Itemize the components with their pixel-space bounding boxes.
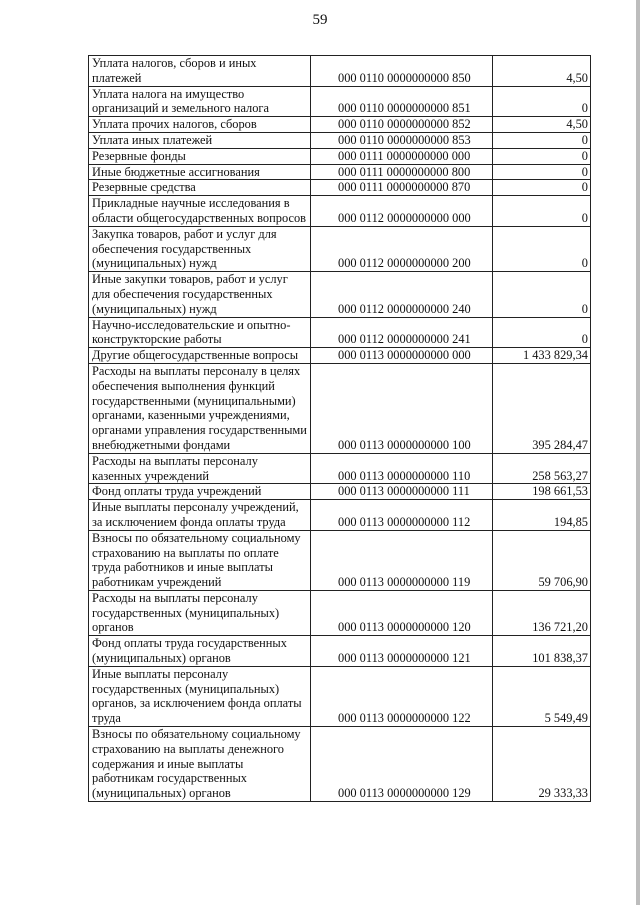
table-row [89,132,591,148]
expense-name: Иные выплаты персоналу учреждений, за исключением фонда оплаты труда [89,500,311,531]
budget-code: 000 0113 0000000000 120 [311,590,493,635]
table-row [89,226,591,271]
budget-code: 000 0110 0000000000 851 [311,86,493,117]
budget-code: 000 0113 0000000000 122 [311,666,493,726]
table-row [89,272,591,317]
budget-code: 000 0112 0000000000 240 [311,272,493,317]
budget-code: 000 0111 0000000000 000 [311,148,493,164]
expense-name: Иные бюджетные ассигнования [89,164,311,180]
table-row [89,180,591,196]
budget-code: 000 0111 0000000000 870 [311,180,493,196]
amount: 101 838,37 [493,636,591,667]
amount: 0 [493,164,591,180]
table-row [89,117,591,133]
expense-name: Уплата прочих налогов, сборов [89,117,311,133]
expense-name: Научно-исследовательские и опытно-конструкторские работы [89,317,311,348]
table-row [89,500,591,531]
table-row [89,348,591,364]
table-row [89,56,591,87]
table-row [89,484,591,500]
budget-code: 000 0110 0000000000 852 [311,117,493,133]
amount: 4,50 [493,117,591,133]
budget-code: 000 0113 0000000000 111 [311,484,493,500]
amount: 1 433 829,34 [493,348,591,364]
budget-code: 000 0110 0000000000 853 [311,132,493,148]
amount: 198 661,53 [493,484,591,500]
budget-table [88,55,591,802]
expense-name: Закупка товаров, работ и услуг для обеспечения государственных (муниципальных) нужд [89,226,311,271]
budget-code: 000 0113 0000000000 110 [311,453,493,484]
budget-code: 000 0111 0000000000 800 [311,164,493,180]
table-row [89,453,591,484]
expense-name: Фонд оплаты труда государственных (муниципальных) органов [89,636,311,667]
budget-code: 000 0110 0000000000 850 [311,56,493,87]
table-row [89,590,591,635]
amount: 0 [493,317,591,348]
expense-name: Расходы на выплаты персоналу в целях обеспечения выполнения функций государственными (муниципальными) органами, казенными учреждениями, органами управления государственными внебюджетными фондами [89,363,311,453]
table-row [89,636,591,667]
table-row [89,164,591,180]
expense-name: Расходы на выплаты персоналу государственных (муниципальных) органов [89,590,311,635]
expense-name: Иные закупки товаров, работ и услуг для обеспечения государственных (муниципальных) нужд [89,272,311,317]
expense-name: Другие общегосударственные вопросы [89,348,311,364]
amount: 0 [493,226,591,271]
amount: 29 333,33 [493,727,591,802]
expense-name: Прикладные научные исследования в области общегосударственных вопросов [89,196,311,227]
expense-name: Резервные фонды [89,148,311,164]
expense-name: Иные выплаты персоналу государственных (муниципальных) органов, за исключением фонда оплаты труда [89,666,311,726]
budget-code: 000 0112 0000000000 241 [311,317,493,348]
table-row [89,148,591,164]
expense-name: Уплата иных платежей [89,132,311,148]
amount: 136 721,20 [493,590,591,635]
table-row [89,530,591,590]
budget-code: 000 0113 0000000000 129 [311,727,493,802]
expense-name: Уплата налога на имущество организаций и земельного налога [89,86,311,117]
page-number: 59 [312,12,328,28]
table-row [89,196,591,227]
amount: 59 706,90 [493,530,591,590]
amount: 0 [493,86,591,117]
expense-name: Взносы по обязательному социальному страхованию на выплаты по оплате труда работников и иные выплаты работникам учреждений [89,530,311,590]
budget-code: 000 0113 0000000000 112 [311,500,493,531]
table-row [89,727,591,802]
amount: 0 [493,180,591,196]
budget-code: 000 0113 0000000000 119 [311,530,493,590]
expense-name: Расходы на выплаты персоналу казенных учреждений [89,453,311,484]
budget-code: 000 0113 0000000000 000 [311,348,493,364]
budget-code: 000 0112 0000000000 200 [311,226,493,271]
table-row [89,666,591,726]
amount: 0 [493,272,591,317]
amount: 194,85 [493,500,591,531]
expense-name: Взносы по обязательному социальному страхованию на выплаты денежного содержания и иные выплаты работникам государственных (муниципальных) органов [89,727,311,802]
amount: 0 [493,132,591,148]
table-row [89,86,591,117]
table-row [89,363,591,453]
page-edge-shadow [636,0,640,905]
table-row [89,317,591,348]
amount: 4,50 [493,56,591,87]
expense-name: Уплата налогов, сборов и иных платежей [89,56,311,87]
budget-code: 000 0112 0000000000 000 [311,196,493,227]
amount: 0 [493,196,591,227]
amount: 5 549,49 [493,666,591,726]
expense-name: Резервные средства [89,180,311,196]
amount: 258 563,27 [493,453,591,484]
amount: 0 [493,148,591,164]
budget-code: 000 0113 0000000000 100 [311,363,493,453]
expense-name: Фонд оплаты труда учреждений [89,484,311,500]
budget-code: 000 0113 0000000000 121 [311,636,493,667]
amount: 395 284,47 [493,363,591,453]
